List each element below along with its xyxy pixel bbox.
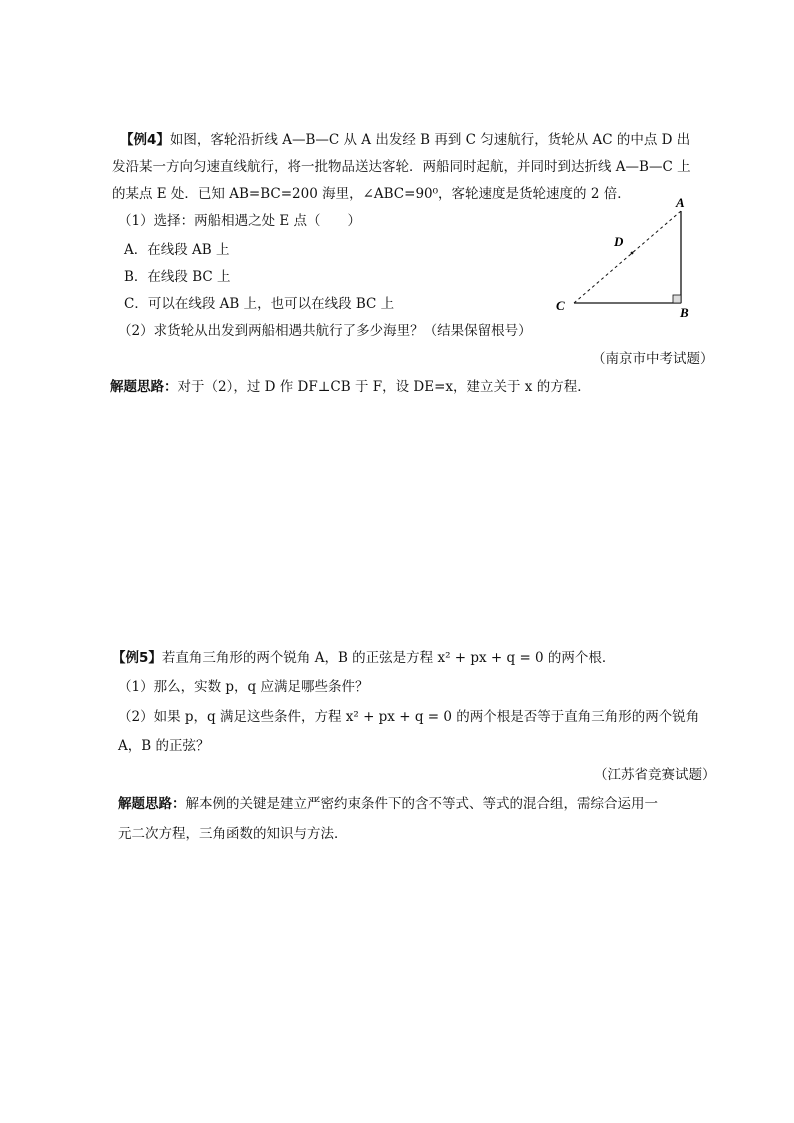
- ex5-hint-text-1: 解本例的关键是建立严密约束条件下的含不等式、等式的混合组，需综合运用一: [185, 796, 658, 812]
- ex5-source: （江苏省竞赛试题）: [594, 767, 716, 783]
- ex5-hint-line-2: 元二次方程，三角函数的知识与方法．: [118, 826, 348, 842]
- ex5-question-2b: A，B 的正弦？: [118, 738, 210, 754]
- ex4-option-b: B．在线段 BC 上: [124, 269, 231, 285]
- ex4-option-c: C．可以在线段 AB 上，也可以在线段 BC 上: [124, 296, 395, 312]
- ex4-text-1: 如图，客轮沿折线 A—B—C 从 A 出发经 B 再到 C 匀速航行，货轮从 AC 的中点 D 出: [169, 132, 691, 148]
- ex4-hint-text: 对于（2），过 D 作 DF⊥CB 于 F，设 DE=x，建立关于 x 的方程．: [177, 379, 591, 395]
- ex5-hint-line-1: [118, 794, 658, 814]
- ex5-line-1: [112, 648, 615, 668]
- ex4-line-3: 的某点 E 处．已知 AB=BC=200 海里，∠ABC=90⁰，客轮速度是货轮速度的 2 倍．: [112, 186, 631, 202]
- label-c: C: [556, 298, 565, 313]
- ex4-line-1: [120, 130, 690, 150]
- label-d: D: [614, 234, 624, 249]
- label-b: B: [680, 305, 689, 320]
- label-a: A: [676, 195, 685, 210]
- ex5-question-1: （1）那么，实数 p，q 应满足哪些条件？: [118, 679, 369, 695]
- ex4-question-1: （1）选择：两船相遇之处 E 点（ ）: [118, 213, 362, 229]
- ex5-label: 【例5】: [112, 650, 162, 666]
- ex4-hint-label: 解题思路：: [110, 379, 178, 395]
- midpoint-d-dot: [631, 252, 634, 255]
- ex4-hint: [110, 377, 591, 397]
- ex4-line-2: 发沿某一方向匀速直线航行，将一批物品送达客轮．两船同时起航，并同时到达折线 A—B—C 上: [112, 159, 691, 175]
- ex4-label: 【例4】: [120, 132, 170, 148]
- triangle-figure: [540, 190, 710, 325]
- side-ca-dashed: [574, 211, 681, 303]
- ex5-question-2a: （2）如果 p，q 满足这些条件，方程 x² + px + q = 0 的两个根是否等于直角三角形的两个锐角: [118, 709, 700, 725]
- right-angle-mark: [673, 295, 681, 303]
- ex4-source: （南京市中考试题）: [592, 351, 714, 367]
- ex4-question-2: （2）求货轮从出发到两船相遇共航行了多少海里？（结果保留根号）: [118, 323, 532, 339]
- ex4-option-a: A．在线段 AB 上: [124, 242, 230, 258]
- ex5-hint-label: 解题思路：: [118, 796, 186, 812]
- ex5-text-1: 若直角三角形的两个锐角 A，B 的正弦是方程 x² + px + q = 0 的两个根．: [161, 650, 616, 666]
